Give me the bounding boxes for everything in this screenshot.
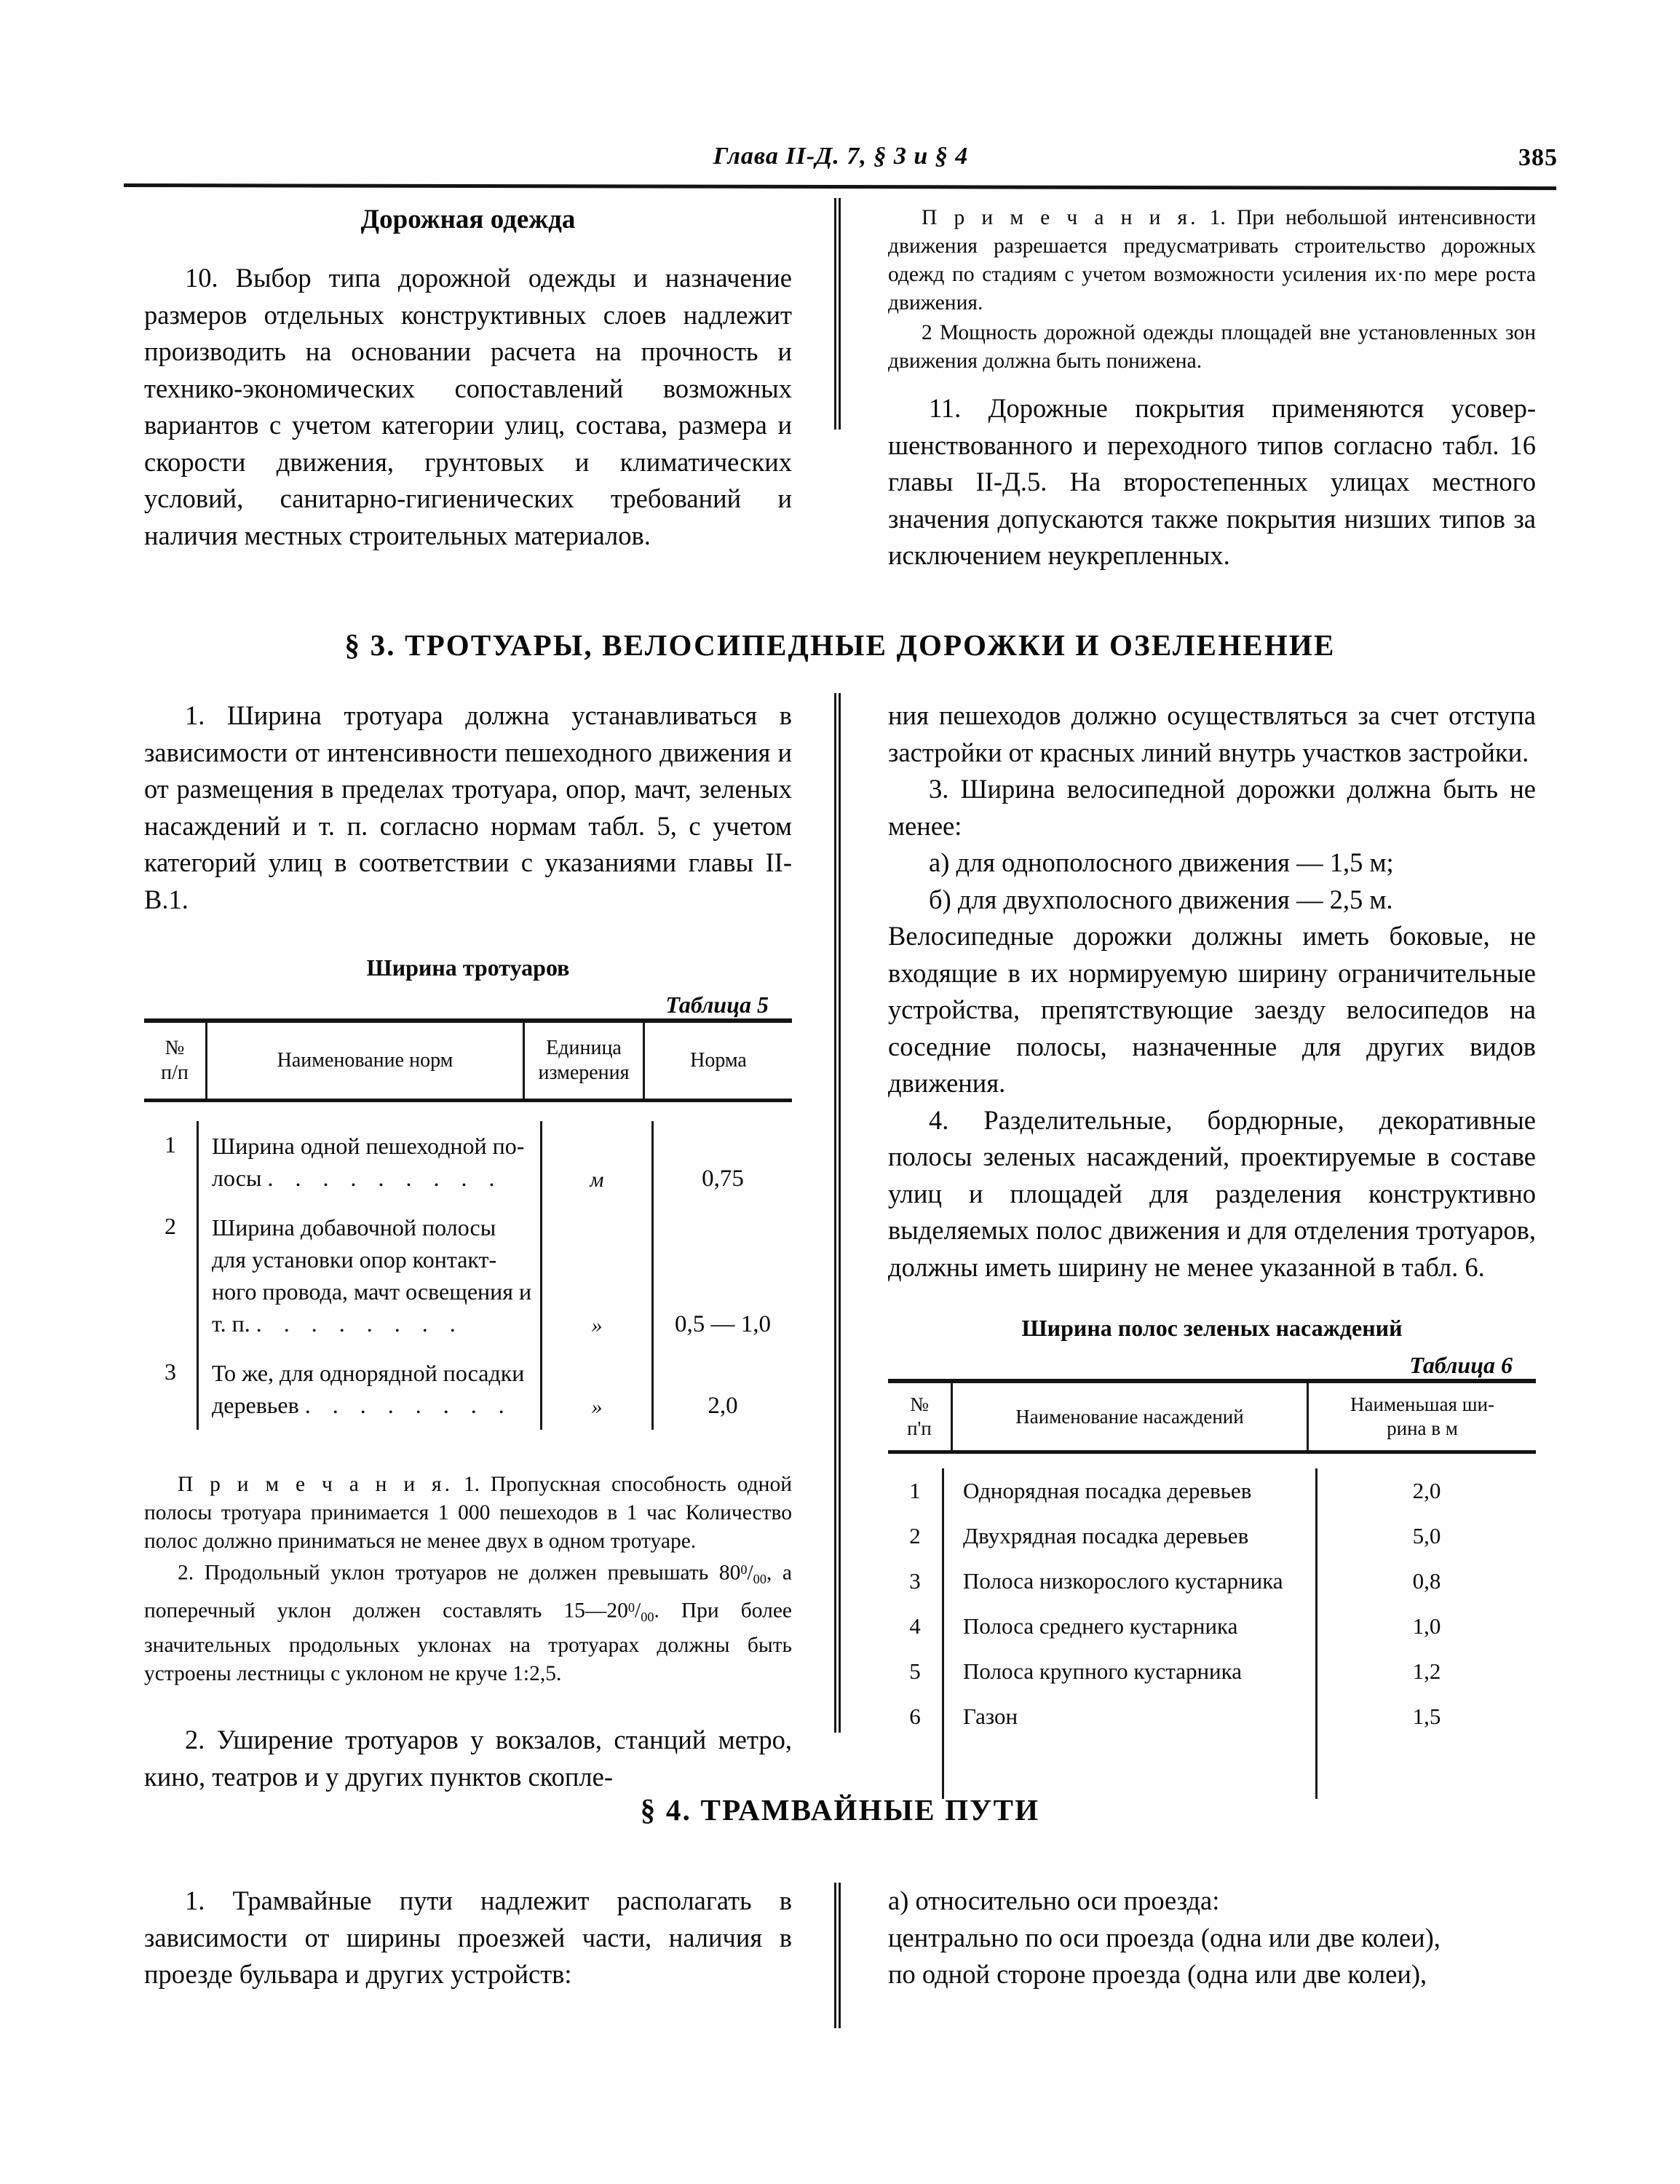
section3-paragraph-2: 2. Уширение тротуаров у вокзалов, станций метро, кино, театров и у других пунктов скопле- [144, 1725, 792, 1792]
row-value: 5,0 [1317, 1514, 1537, 1559]
section3-paragraph-3: 3. Ширина велосипедной дорожки должна быть не менее: [888, 774, 1536, 841]
section4-line-2: по одной стороне проезда (одна или две колеи), [888, 1959, 1427, 1989]
paragraph-11: 11. Дорожные покрытия применяются усовершенствованного и переходного типов согласно табл. 16 главы II-Д.5. На второстепенных улицах местного значения допускаются также покрытия низших типов за исключением неукрепленных. [888, 393, 1536, 570]
left-column-middle [144, 697, 792, 1795]
row-no: 5 [909, 1658, 921, 1684]
col-no-line2: п'п [907, 1417, 932, 1439]
col-width-line1: Наименьшая ши- [1350, 1393, 1494, 1415]
running-head [124, 143, 1558, 186]
right-column-top [888, 204, 1536, 574]
row-name: Полоса крупного кустарника [943, 1649, 1317, 1694]
row-value: 0,8 [1317, 1559, 1537, 1604]
permille-denominator-2: 00 [641, 1610, 654, 1625]
table-row [144, 1203, 792, 1348]
table-6-header-table [888, 1383, 1536, 1450]
table-6-caption: Ширина полос зеленых насаждений [1021, 1315, 1403, 1341]
section4-line-1: центрально по оси проезда (одна или две колеи), [888, 1922, 1441, 1952]
section3-paragraph-1: 1. Ширина тротуара должна устанавливаться в зависимости от интенсивности пешеходного движения и от размещения в пределах тротуара, опор, мачт, зеленых насаждений и т. п. согласно нормам табл. 5, с учетом категорий улиц в соответствии с указаниями главы II-В.1. [144, 700, 792, 914]
table-row [144, 1121, 792, 1203]
table-row [888, 1604, 1536, 1649]
spacer-value [1317, 1739, 1537, 1799]
row-name: Газон [943, 1694, 1317, 1739]
section3-paragraph-4: 4. Разделительные, бордюрные, декоративные полосы зеленых насаждений, проектируемые в составе улиц и площадей для разделения конструктивно выделяемых полос движения и для отделения тротуаров, должны иметь ширину не менее указанной в табл. 6. [888, 1104, 1536, 1282]
section4-item-a: а) относительно оси проезда: [888, 1886, 1220, 1915]
notes-block-1 [888, 204, 1536, 317]
row-name-text: Ширина одной пешеходной полосы [212, 1133, 525, 1191]
table-5-notes-block [144, 1471, 792, 1688]
row-name: Полоса среднего кустарника [943, 1604, 1317, 1649]
row-name: Однорядная посадка деревьев [943, 1468, 1317, 1514]
table-6-col-no [888, 1383, 952, 1450]
row-name-text: То же, для однорядной посадки деревьев [212, 1360, 525, 1418]
table-6-header-row [888, 1383, 1536, 1450]
row-value: 2,0 [653, 1348, 793, 1430]
table-5-note-2: 2. Продольный уклон тротуаров не должен превышать $80^0/00$, а поперечный уклон должен составлять $15—20^0/00$. При более значительных продольных уклонах на тротуарах должны быть устроены лестницы с уклоном не круче 1:2,5. [144, 1561, 793, 1686]
table-row [888, 1694, 1536, 1739]
row-name: Двухрядная посадка деревьев [943, 1514, 1317, 1559]
row-name [198, 1348, 542, 1430]
section-3-heading: § 3. ТРОТУАРЫ, ВЕЛОСИПЕДНЫЕ ДОРОЖКИ И ОЗЕЛЕНЕНИЕ [344, 628, 1336, 662]
column-divider-top [834, 198, 841, 430]
permille-numerator: 0 [740, 1562, 748, 1577]
table-5-block [144, 954, 792, 1430]
table-5-col-no [144, 1023, 207, 1099]
table-row [144, 1348, 792, 1430]
row-unit: » [542, 1348, 653, 1430]
row-name: Полоса низкорослого кустарника [943, 1559, 1317, 1604]
right-column-middle [888, 697, 1536, 1799]
table-row [888, 1559, 1536, 1604]
table-5-header-table [144, 1023, 792, 1099]
row-value: 1,5 [1317, 1694, 1537, 1739]
row-value: 0,75 [653, 1121, 793, 1203]
spacer-name [943, 1739, 1317, 1799]
table-row [888, 1468, 1536, 1514]
leader-dots: . . . . . . . . [255, 1310, 464, 1337]
col-no-line1: № [165, 1037, 185, 1059]
permille-numerator-2: 0 [627, 1600, 635, 1615]
table-5-mid-rule [144, 1099, 792, 1102]
section3-item-b: б) для двухполосного движения — 2,5 м. [929, 884, 1393, 914]
row-value: 1,0 [1317, 1604, 1537, 1649]
table-5-number: Таблица 5 [665, 992, 769, 1018]
row-name-text: Ширина добавочной полосы для установки опор контактного провода, мачт освещения и т. п. [212, 1214, 532, 1337]
table-5-note-1 [144, 1471, 792, 1556]
page-number: 385 [1518, 144, 1558, 171]
col-width-line2: рина в м [1387, 1417, 1458, 1439]
section-4-heading: § 4. ТРАМВАЙНЫЕ ПУТИ [640, 1793, 1040, 1827]
column-divider-middle [834, 693, 841, 1733]
section3-paragraph-2-continued: ния пешеходов должно осуществляться за счет отступа застройки от красных линий внутрь участков застройки. [888, 700, 1536, 767]
table-5-col-name: Наименование норм [207, 1023, 524, 1099]
row-name [198, 1121, 542, 1203]
col-no-line1: № [910, 1393, 929, 1415]
leader-dots: . . . . . . . . . [267, 1165, 503, 1191]
row-value: 1,2 [1317, 1649, 1537, 1694]
spacer-no [888, 1739, 943, 1799]
table-6-col-name: Наименование насаждений [952, 1383, 1308, 1450]
note-2-part-a: 2. Продольный уклон тротуаров не должен превышать 80 [178, 1561, 741, 1585]
note-2-part-c: . При более значительных продольных уклонах на тротуарах должны быть устроены лестницы с уклоном не круче 1:2,5. [144, 1599, 792, 1686]
row-no: 4 [909, 1613, 921, 1639]
row-value: 0,5 — 1,0 [653, 1203, 793, 1348]
row-no: 1 [165, 1131, 176, 1158]
section3-paragraph-3-continued: Велосипедные дорожки должны иметь боковые, не входящие в их нормируемую ширину ограничительные устройства, препятствующие заезду велосипедов на соседние полосы, назначенные для других видов движения. [888, 921, 1536, 1098]
table-5-notes-label: П р и м е ч а н и я. [178, 1473, 453, 1496]
subheading-road-pavement: Дорожная одежда [360, 205, 576, 234]
row-no: 2 [909, 1523, 921, 1548]
table-6-number: Таблица 6 [1409, 1352, 1513, 1378]
column-divider-bottom [834, 1883, 841, 2028]
table-row [888, 1514, 1536, 1559]
paragraph-10: 10. Выбор типа дорожной одежды и назначение размеров отдельных конструктивных слоев надлежит производить на основании расчета на прочность и технико-экономических сопоставлений возможных вариантов с учетом категории улиц, состава, размера и скорости движения, грунтовых и климатических условий, санитарно-гигиенических требований и наличия местных строительных материалов. [144, 263, 792, 550]
notes-label: П р и м е ч а н и я. [922, 206, 1199, 229]
table-row [888, 1649, 1536, 1694]
left-column-bottom [144, 1883, 792, 1993]
note-1-text: 1. При небольшой интенсивности движения разрешается предусматривать строительство дорожных одежд по стадиям с учетом возможности усиления их·по мере роста движения. [888, 206, 1536, 314]
table-5-body-table [144, 1121, 792, 1430]
permille-denominator: 00 [753, 1572, 766, 1587]
section4-paragraph-1: 1. Трамвайные пути надлежит располагать в зависимости от ширины проезжей части, наличия в проезде бульвара и других устройств: [144, 1886, 792, 1989]
note-2-part-b: , а поперечный уклон должен составлять 15—20 [144, 1561, 793, 1623]
table-6-mid-rule [888, 1450, 1536, 1454]
col-no-line2: п/п [161, 1061, 189, 1084]
section3-item-a: а) для однополосного движения — 1,5 м; [929, 847, 1394, 877]
table-5-header-row [144, 1023, 792, 1099]
leader-dots: . . . . . . . . [304, 1392, 512, 1418]
row-no: 2 [165, 1213, 176, 1239]
table-5-col-norm: Норма [644, 1023, 793, 1099]
col-unit-line2: измерения [538, 1061, 630, 1084]
table-5-col-unit [524, 1023, 644, 1099]
row-value: 2,0 [1317, 1468, 1537, 1514]
table-6-body-table [888, 1468, 1536, 1799]
table-6-col-width [1308, 1383, 1537, 1450]
table-6-spacer-row [888, 1739, 1536, 1799]
right-column-bottom [888, 1883, 1536, 1993]
chapter-reference: Глава II-Д. 7, § 3 и § 4 [713, 143, 969, 170]
row-no: 3 [909, 1568, 921, 1594]
note-2: 2 Мощность дорожной одежды площадей вне установленных зон движения должна быть понижена. [888, 321, 1536, 373]
table-6-block [888, 1315, 1536, 1799]
row-unit: » [542, 1203, 653, 1348]
row-unit: м [542, 1121, 653, 1203]
row-no: 1 [909, 1478, 921, 1503]
table-5-caption: Ширина тротуаров [366, 954, 570, 981]
row-name [198, 1203, 542, 1348]
col-unit-line1: Единица [546, 1037, 622, 1059]
left-column-top [144, 204, 792, 554]
table-5-note-1-text: 1. Пропускная способность одной полосы тротуара принимается 1 000 пешеходов в 1 час Количество полос должно приниматься не менее двух в одном тротуаре. [144, 1473, 792, 1553]
row-no: 6 [909, 1704, 921, 1729]
row-no: 3 [165, 1358, 176, 1385]
